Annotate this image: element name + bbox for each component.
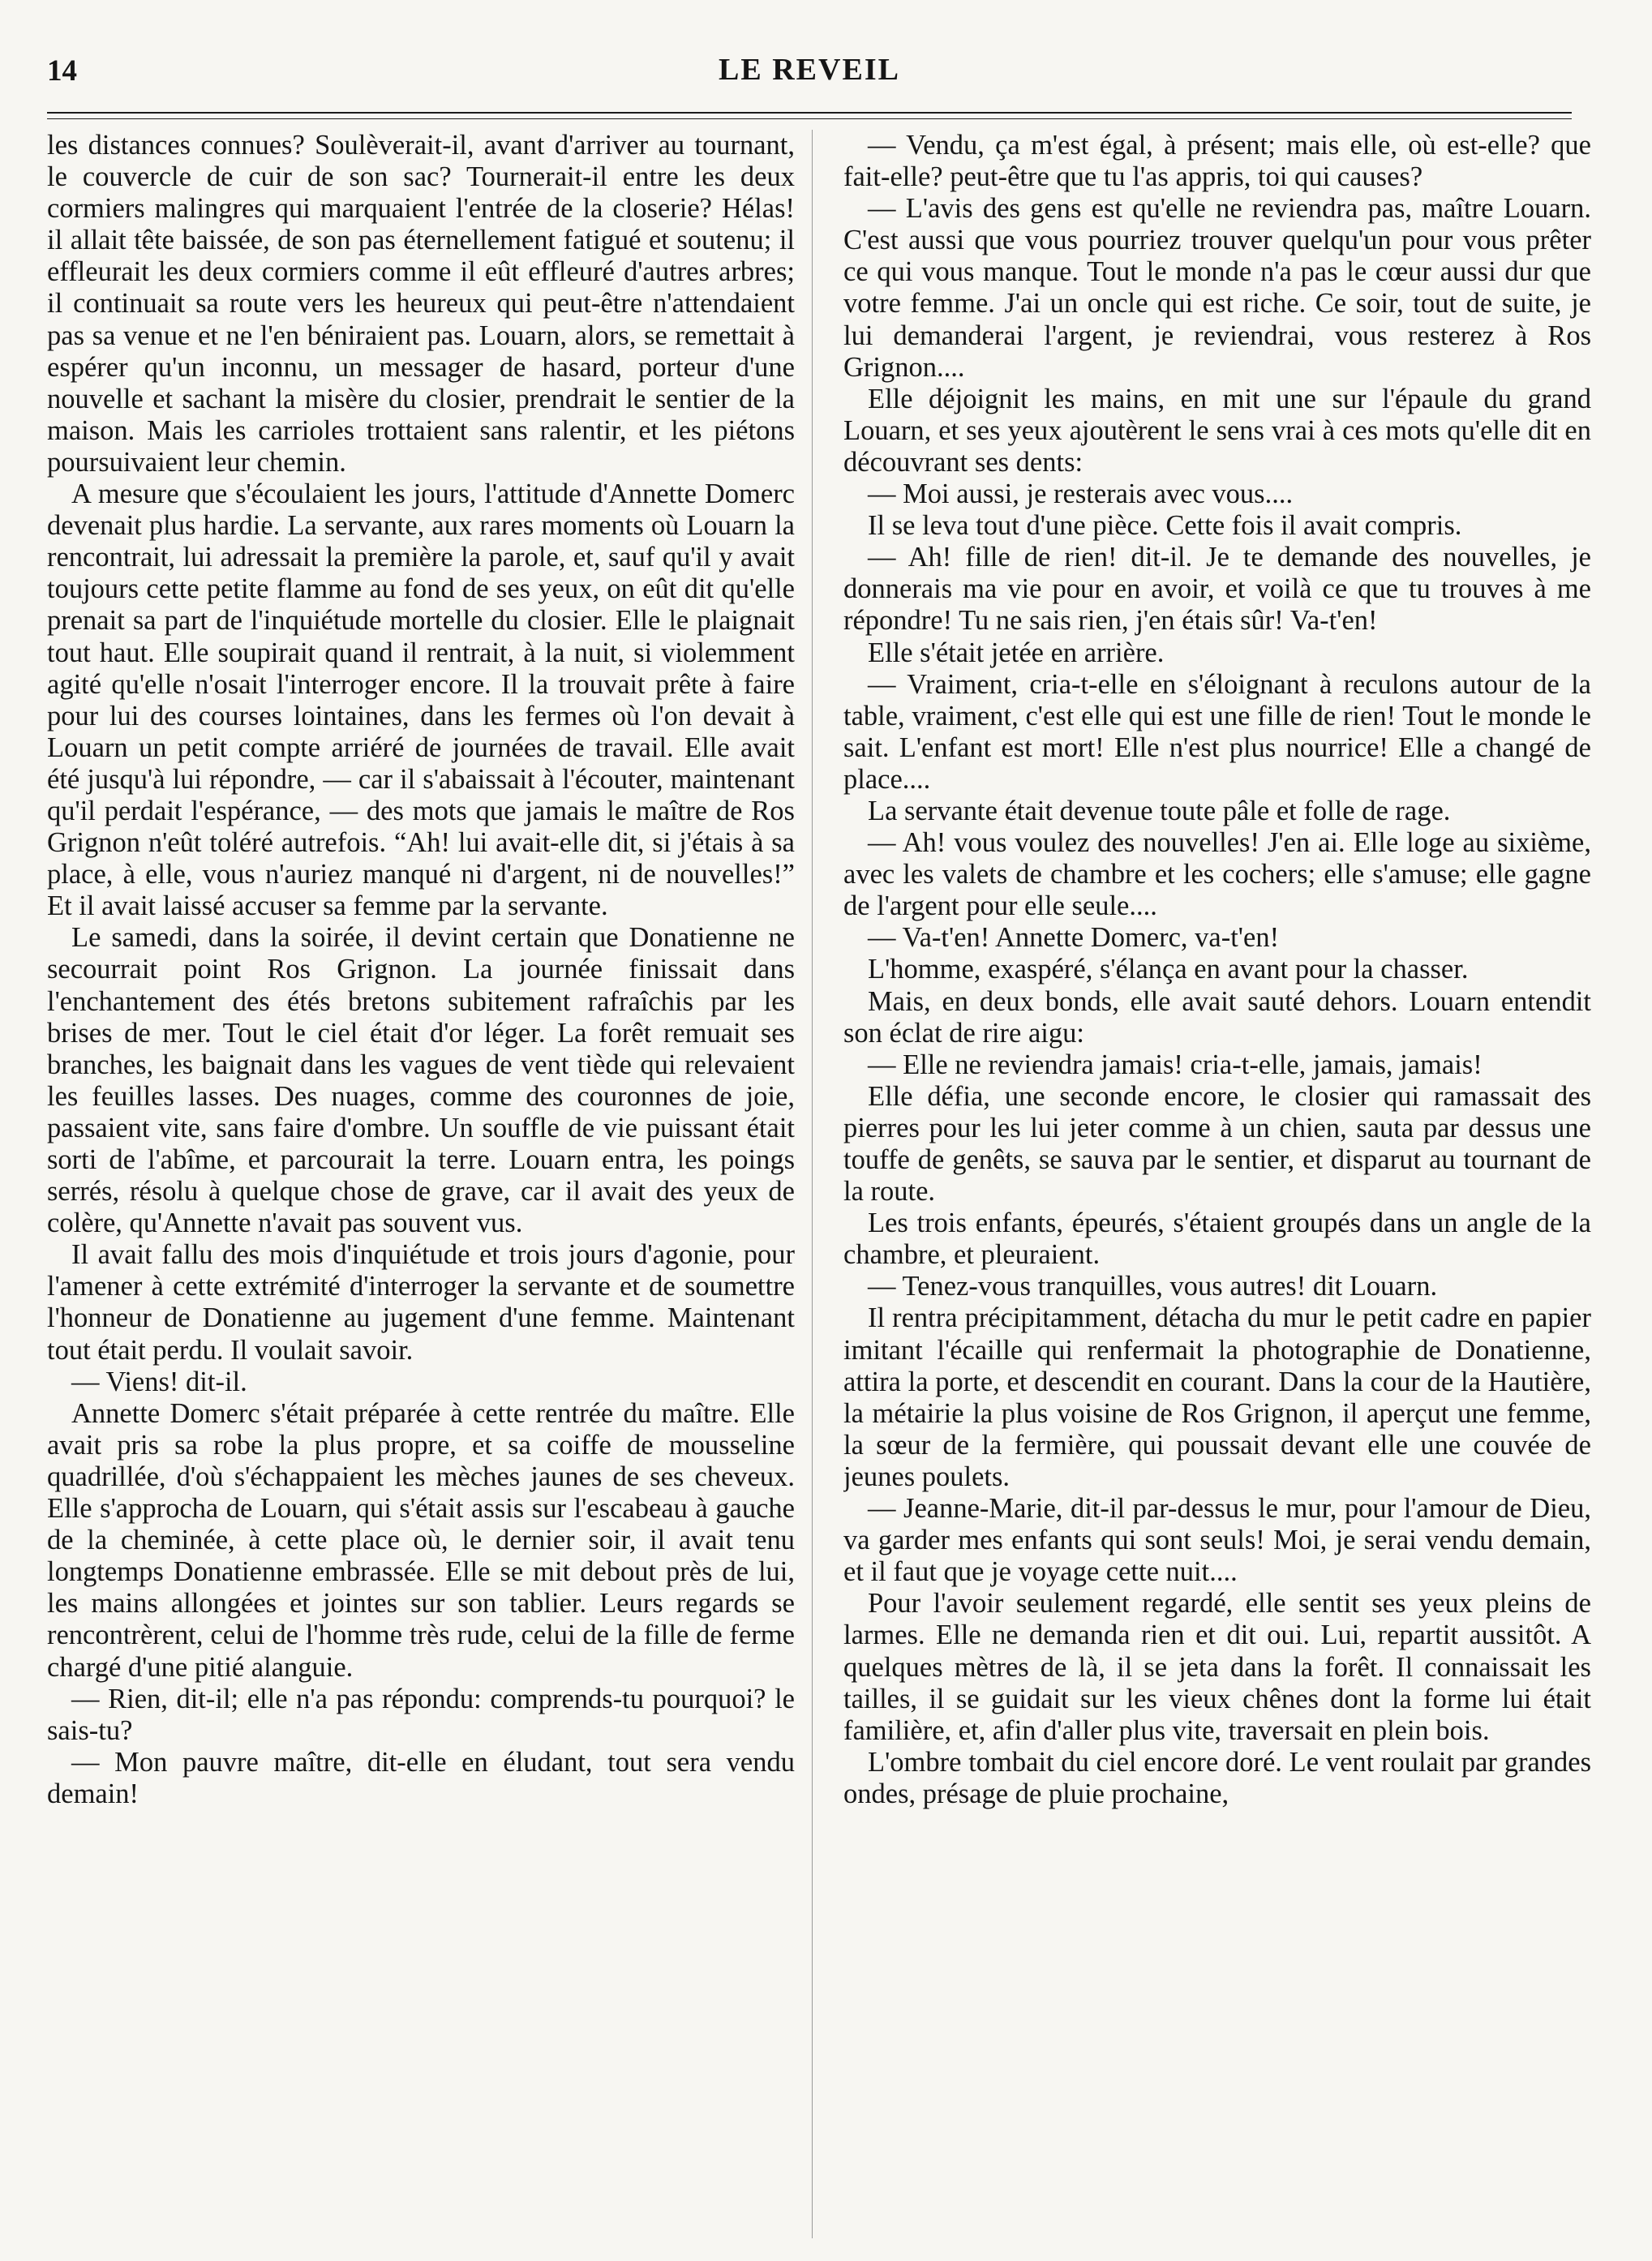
text-column-left	[47, 130, 795, 2230]
paragraph: — Va-t'en! Annette Domerc, va-t'en!	[868, 922, 1280, 954]
running-head	[47, 45, 1572, 102]
paragraph: — Mon pauvre maître, dit-elle en éludant, tout sera vendu demain!	[47, 1746, 795, 1809]
paragraph: — Jeanne-Marie, dit-il par-dessus le mur, pour l'amour de Dieu, va garder mes enfants qui sont seuls! Moi, je serai vendu demain, et il faut que je voyage cette nuit....	[843, 1493, 1591, 1588]
header-rule	[47, 112, 1572, 114]
paragraph: L'homme, exaspéré, s'élança en avant pour la chasser.	[868, 954, 1469, 985]
paragraph: — Vraiment, cria-t-elle en s'éloignant à reculons autour de la table, vraiment, c'est elle qui est une fille de rien! Tout le monde le sait. L'enfant est mort! Elle n'est plus nourrice! Elle a changé de place....	[843, 668, 1591, 795]
paragraph: Elle défia, une seconde encore, le closier qui ramassait des pierres pour les lui jeter comme à un chien, sauta par dessus une touffe de genêts, se sauva par le sentier, et disparut au tournant de la route.	[843, 1080, 1591, 1208]
paragraph: Mais, en deux bonds, elle avait sauté dehors. Louarn entendit son éclat de rire aigu:	[843, 985, 1591, 1049]
page-number: 14	[47, 54, 77, 88]
paragraph: A mesure que s'écoulaient les jours, l'attitude d'Annette Domerc devenait plus hardie. La servante, aux rares moments où Louarn la rencontrait, lui adressait la première la parole, et, sauf qu'il y avait toujours cette petite flamme au fond de ses yeux, on eût dit qu'elle prenait sa part de l'inquiétude mortelle du closier. Elle le plaignait tout haut. Elle soupirait quand il rentrait, à la nuit, si violemment agité qu'elle n'osait l'interroger encore. Il la trouvait prête à faire pour lui des courses lointaines, dans les fermes où l'on devait à Louarn un petit compte arriéré de journées de travail. Elle avait été jusqu'à lui répondre, — car il s'abaissait à l'écouter, maintenant qu'il perdait l'espérance, — des mots que jamais le maître de Ros Grignon n'eût toléré autrefois. “Ah! lui avait-elle dit, si j'étais à sa place, à elle, vous n'auriez manqué ni d'argent, ni de nouvelles!” Et il avait laissé accuser sa femme par la servante.	[47, 478, 795, 922]
paragraph: Les trois enfants, épeurés, s'étaient groupés dans un angle de la chambre, et pleuraient.	[843, 1208, 1591, 1271]
paragraph: — Ah! vous voulez des nouvelles! J'en ai. Elle loge au sixième, avec les valets de chambre et les cochers; elle s'amuse; elle gagne de l'argent pour elle seule....	[843, 827, 1591, 922]
paragraph: Elle déjoignit les mains, en mit une sur l'épaule du grand Louarn, et ses yeux ajoutèrent le sens vrai à ces mots qu'elle dit en découvrant ses dents:	[843, 383, 1591, 478]
paragraph: — L'avis des gens est qu'elle ne reviendra pas, maître Louarn. C'est aussi que vous pourriez trouver quelqu'un pour vous prêter ce qui vous manque. Tout le monde n'a pas le cœur aussi dur que votre femme. J'ai un oncle qui est riche. Ce soir, tout de suite, je lui demanderai l'argent, je reviendrai, vous resterez à Ros Grignon....	[843, 193, 1591, 383]
paragraph: Il avait fallu des mois d'inquiétude et trois jours d'agonie, pour l'amener à cette extrémité d'interroger la servante et de soumettre l'honneur de Donatienne au jugement d'une femme. Maintenant tout était perdu. Il voulait savoir.	[47, 1239, 795, 1366]
paragraph: — Elle ne reviendra jamais! cria-t-elle, jamais, jamais!	[868, 1049, 1483, 1080]
paragraph: — Rien, dit-il; elle n'a pas répondu: comprends-tu pourquoi? le sais-tu?	[47, 1683, 795, 1746]
journal-title: LE REVEIL	[719, 53, 900, 87]
paragraph: — Moi aussi, je resterais avec vous....	[868, 478, 1294, 510]
paragraph: Il rentra précipitamment, détacha du mur le petit cadre en papier imitant l'écaille qui renfermait la photographie de Donatienne, attira la porte, et descendit en courant. Dans la cour de la Hautière, la métairie la plus voisine de Ros Grignon, il aperçut une femme, la sœur de la fermière, qui poussait devant elle une couvée de jeunes poulets.	[843, 1302, 1591, 1492]
paragraph: Le samedi, dans la soirée, il devint certain que Donatienne ne secourrait point Ros Grignon. La journée finissait dans l'enchantement des étés bretons subitement rafraîchis par les brises de mer. Tout le ciel était d'or léger. La forêt remuait ses branches, les baignait dans les vagues de vent tiède qui relevaient les feuilles lasses. Des nuages, comme des couronnes de joie, passaient vite, sans faire d'ombre. Un souffle de vie puissant était sorti de l'abîme, et parcourait la terre. Louarn entra, les poings serrés, résolu à quelque chose de grave, car il avait des yeux de colère, qu'Annette n'avait pas souvent vus.	[47, 922, 795, 1239]
paragraph: L'ombre tombait du ciel encore doré. Le vent roulait par grandes ondes, présage de pluie prochaine,	[843, 1746, 1591, 1809]
paragraph: — Ah! fille de rien! dit-il. Je te demande des nouvelles, je donnerais ma vie pour en avoir, et voilà ce que tu trouves à me répondre! Tu ne sais rien, j'en étais sûr! Va-t'en!	[843, 542, 1591, 637]
paragraph: — Viens! dit-il.	[71, 1366, 247, 1397]
header-rule-thin	[47, 118, 1572, 119]
paragraph: Il se leva tout d'une pièce. Cette fois il avait compris.	[868, 510, 1462, 542]
paragraph: Pour l'avoir seulement regardé, elle sentit ses yeux pleins de larmes. Elle ne demanda rien et dit oui. Lui, repartit aussitôt. A quelques mètres de là, il se jeta dans la forêt. Il connaissait les tailles, il se guidait sur les vieux chênes dont la forme lui était familière, et, afin d'aller plus vite, traversait en plein bois.	[843, 1588, 1591, 1746]
paragraph: Elle s'était jetée en arrière.	[868, 637, 1165, 668]
text-column-right	[843, 130, 1591, 2230]
column-divider	[812, 130, 813, 2238]
paragraph: Annette Domerc s'était préparée à cette rentrée du maître. Elle avait pris sa robe la plus propre, et sa coiffe de mousseline quadrillée, d'où s'échappaient les mèches jaunes de ses cheveux. Elle s'approcha de Louarn, qui s'était assis sur l'escabeau à gauche de la cheminée, à cette place où, le dernier soir, il avait tenu longtemps Donatienne embrassée. Elle se mit debout près de lui, les mains allongées et jointes sur son tablier. Leurs regards se rencontrèrent, celui de l'homme très rude, celui de la fille de ferme chargé d'une pitié alanguie.	[47, 1397, 795, 1683]
paragraph: — Vendu, ça m'est égal, à présent; mais elle, où est-elle? que fait-elle? peut-être que tu l'as appris, toi qui causes?	[843, 130, 1591, 193]
paragraph: La servante était devenue toute pâle et folle de rage.	[868, 795, 1451, 826]
paragraph: — Tenez-vous tranquilles, vous autres! dit Louarn.	[868, 1271, 1438, 1302]
paragraph: les distances connues? Soulèverait-il, avant d'arriver au tournant, le couvercle de cuir de son sac? Tournerait-il entre les deux cormiers malingres qui marquaient l'entrée de la closerie? Hélas! il allait tête baissée, de son pas éternellement fatigué et soutenu; il effleurait les deux cormiers comme il eût effleuré d'autres arbres; il continuait sa route vers les heureux qui peut-être n'attendaient pas sa venue et ne l'en béniraient pas. Louarn, alors, se remettait à espérer qu'un inconnu, un messager de hasard, porteur d'une nouvelle et sachant la misère du closier, prendrait le sentier de la maison. Mais les carrioles trottaient sans ralentir, et les piétons poursuivaient leur chemin.	[47, 130, 795, 478]
